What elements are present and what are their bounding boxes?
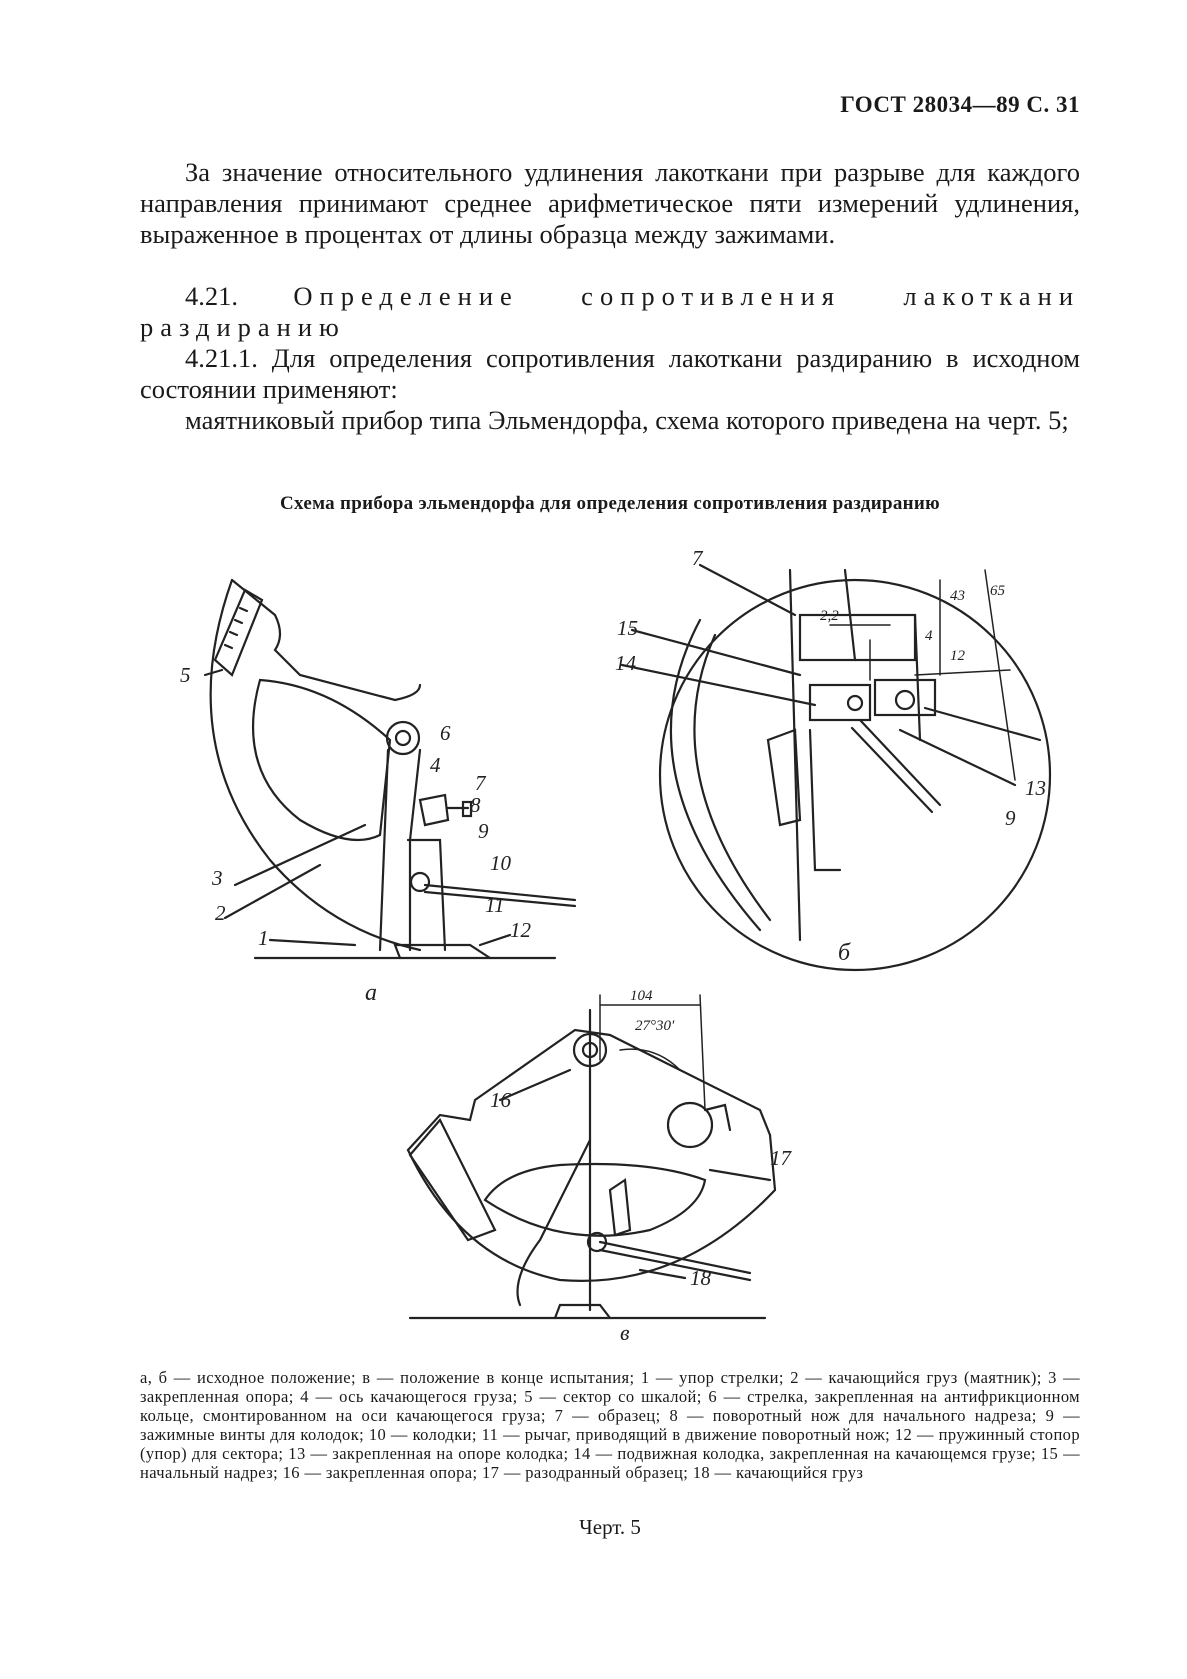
label-a-2: 2 bbox=[215, 901, 226, 925]
panel-c-drawing bbox=[408, 995, 775, 1318]
label-c-18: 18 bbox=[690, 1266, 711, 1290]
panel-c-label: в bbox=[620, 1320, 630, 1340]
dim-b-43: 43 bbox=[950, 588, 965, 604]
figure-caption: а, б — исходное положение; в — положение в конце испытания; 1 — упор стрелки; 2 — качающийся груз (маятник); 3 — закрепленная опора; 4 — ось качающегося груза; 5 — сектор со шкалой; 6 — стрелка, закрепленная на антифрикционном кольце, смонтированном на оси качающегося груза; 7 — образец; 8 — поворотный нож для начального надреза; 9 — зажимные винты для колодок; 10 — колодки; 11 — рычаг, приводящий в движение поворотный нож; 12 — пружинный стопор (упор) для сектора; 13 — закрепленная на опоре колодка; 14 — подвижная колодка, закрепленная на качающемся грузе; 15 — начальный надрез; 16 — закрепленная опора; 17 — разодранный образец; 18 — качающийся груз bbox=[140, 1368, 1080, 1482]
label-b-9: 9 bbox=[1005, 806, 1016, 830]
dim-c-angle: 27°30' bbox=[635, 1018, 675, 1034]
label-a-3: 3 bbox=[212, 866, 223, 890]
label-a-9: 9 bbox=[478, 819, 489, 843]
label-b-14: 14 bbox=[615, 651, 636, 675]
paragraph-pendulum: маятниковый прибор типа Эльмендорфа, схема которого приведена на черт. 5; bbox=[185, 405, 1069, 435]
label-b-7: 7 bbox=[692, 546, 703, 570]
paragraph-4-21-1: 4.21.1. Для определения сопротивления лакоткани раздиранию в исходном состоянии применяют: bbox=[140, 343, 1080, 404]
dim-c-104: 104 bbox=[630, 988, 653, 1004]
panel-b-label: б bbox=[838, 940, 851, 966]
label-c-17: 17 bbox=[770, 1146, 791, 1170]
panel-a-label: а bbox=[365, 980, 377, 1006]
dim-b-65: 65 bbox=[990, 583, 1005, 599]
label-a-11: 11 bbox=[485, 893, 505, 917]
figure-number: Черт. 5 bbox=[579, 1515, 641, 1539]
dim-b-2-2: 2,2 bbox=[820, 608, 839, 624]
panel-b-drawing bbox=[622, 565, 1050, 970]
label-c-16: 16 bbox=[490, 1088, 511, 1112]
elmendorf-diagram bbox=[0, 540, 1187, 1340]
label-a-10: 10 bbox=[490, 851, 511, 875]
label-a-1: 1 bbox=[258, 926, 269, 950]
label-a-4: 4 bbox=[430, 753, 441, 777]
dim-b-4: 4 bbox=[925, 628, 933, 644]
label-a-6: 6 bbox=[440, 721, 451, 745]
section-number: 4.21. bbox=[185, 281, 238, 311]
label-a-12: 12 bbox=[510, 918, 531, 942]
label-a-7: 7 bbox=[475, 771, 486, 795]
label-b-15: 15 bbox=[617, 616, 638, 640]
dim-b-12: 12 bbox=[950, 648, 965, 664]
page-header: ГОСТ 28034—89 С. 31 bbox=[840, 92, 1080, 117]
label-a-5: 5 bbox=[180, 663, 191, 687]
label-b-13: 13 bbox=[1025, 776, 1046, 800]
figure-title: Схема прибора эльмендорфа для определения сопротивления раздиранию bbox=[279, 493, 940, 514]
paragraph-elongation: За значение относительного удлинения лакоткани при разрыве для каждого направления принимают среднее арифметическое пяти измерений удлинения, выраженное в процентах от длины образца между зажимами. bbox=[140, 157, 1080, 249]
label-a-8: 8 bbox=[470, 793, 481, 817]
section-heading-4-21 bbox=[140, 281, 1080, 343]
panel-a-drawing bbox=[205, 580, 575, 958]
section-title: Определение сопротивления лакоткани раздиранию bbox=[140, 281, 1080, 342]
